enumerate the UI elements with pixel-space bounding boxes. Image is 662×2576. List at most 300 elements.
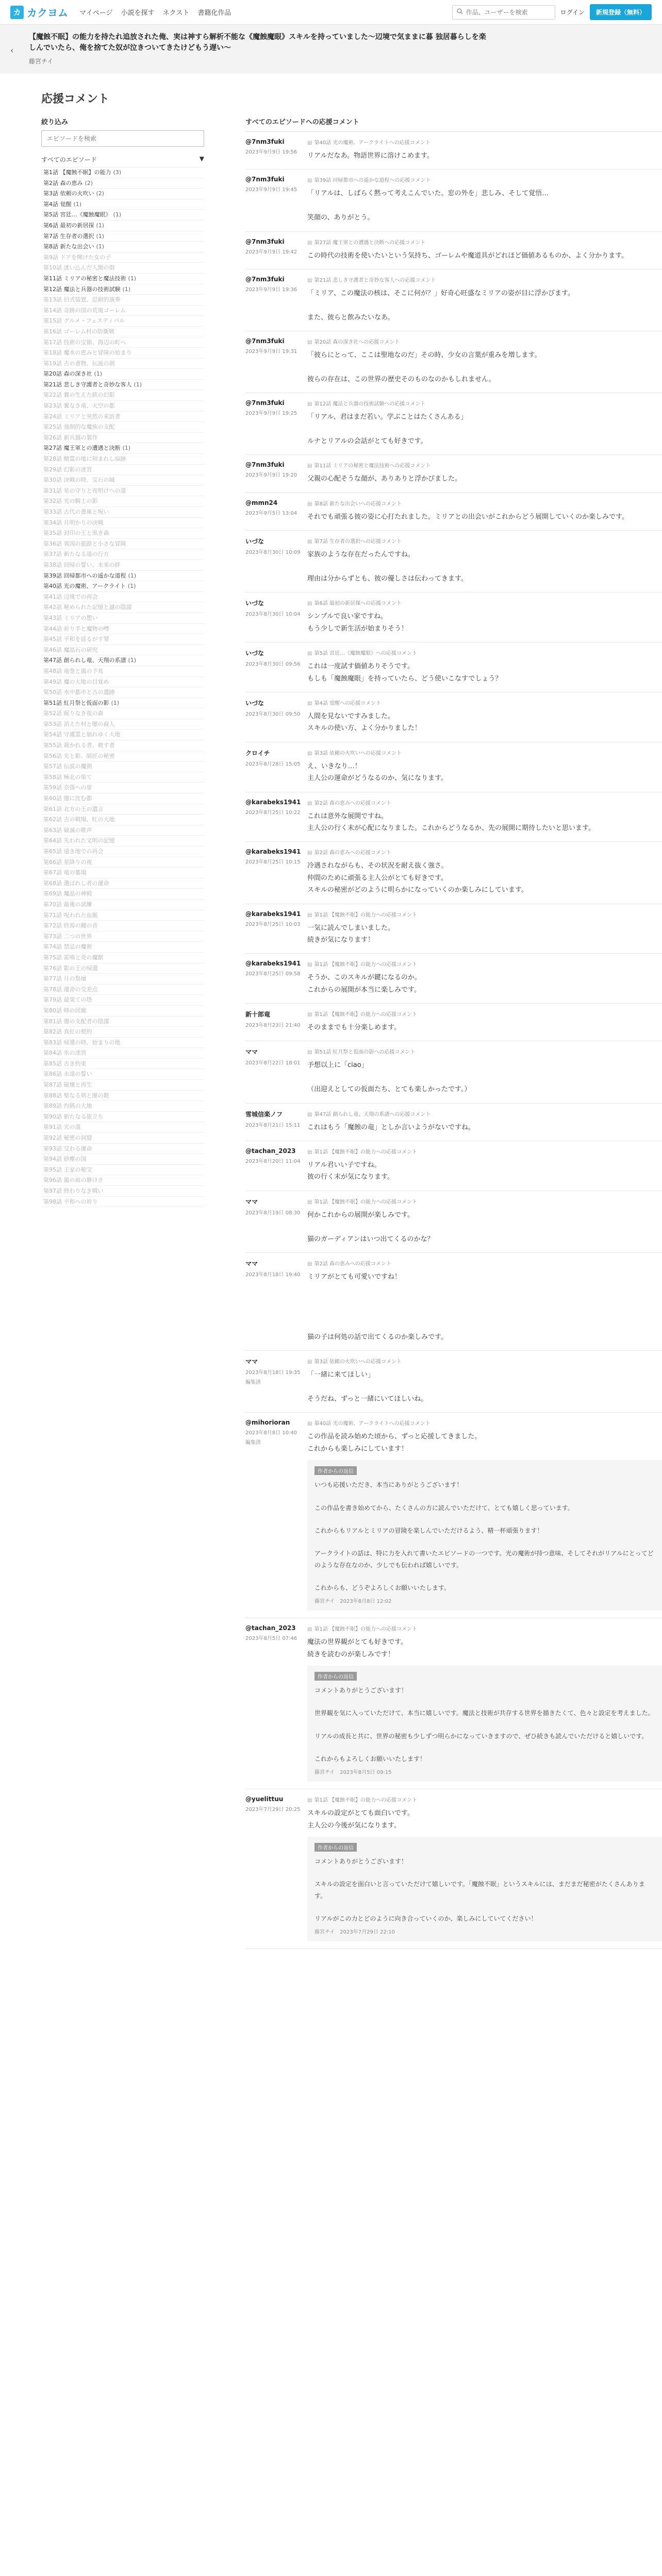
episode-filter-item[interactable] [41,1048,204,1059]
comment-user[interactable]: @karabeks1941 [245,798,301,806]
episode-filter-item[interactable] [41,231,204,242]
back-arrow-icon[interactable]: ‹ [10,45,14,55]
comment-meta [245,599,307,635]
book-icon: ▤ [307,1049,312,1056]
comment-user[interactable]: @7nm3fuki [245,176,285,183]
episode-filter-label: 第82話 真紅の契約 [43,1028,92,1036]
comment-meta [245,399,307,447]
edited-badge: 編集済 [245,1380,261,1386]
episode-filter-item[interactable] [41,348,204,359]
comment-user[interactable]: @7nm3fuki [245,275,285,283]
episode-filter-item[interactable] [41,252,204,263]
comment-user[interactable]: いづな [245,538,264,546]
comment-episode-link[interactable] [307,1110,662,1117]
episode-filter-label: 第38話 回帰の誓い、未来の絆 [43,561,121,568]
comment-text: リアルだなあ。物語世界に溶けこめます。 [307,152,434,160]
episode-filter-item[interactable] [41,1144,204,1155]
episode-filter-item[interactable] [41,719,204,730]
episode-filter-item[interactable] [41,1112,204,1123]
episode-filter-item[interactable] [41,677,204,688]
comment-episode-link[interactable] [307,276,662,283]
comment-episode-link[interactable] [307,848,662,856]
comment-meta [245,749,307,785]
comment-date: 2023年9月5日 13:04 [245,510,297,516]
comment-body [307,1259,662,1343]
nav-find-novels[interactable]: 小説を探す [121,9,155,17]
episode-filter-item[interactable] [41,496,204,507]
author-reply-tag: 作者からの返信 [315,1466,357,1475]
edited-badge: 編集済 [245,1440,261,1446]
episode-filter-item[interactable] [41,433,204,444]
episode-filter-item[interactable] [41,581,204,592]
episode-filter-label: 第12話 魔法と兵器の技術試験 [43,285,121,293]
episode-filter-item[interactable] [41,199,204,210]
comment-meta [245,176,307,224]
episode-filter-item[interactable] [41,655,204,666]
comment-episode-title: 第1話 【魔蝕不眠】の能力への応援コメント [314,1798,417,1804]
comment-date: 2023年9月9日 19:45 [245,187,297,193]
episode-filter-label: 第28話 精霊の地に刻まれし痕跡 [43,455,126,463]
comment-user[interactable]: @7nm3fuki [245,461,285,469]
episode-filter-item[interactable] [41,1186,204,1197]
comment-episode-link[interactable] [307,461,662,469]
comment-meta [245,649,307,685]
episode-filter-label: 第22話 翼の生えた鉄の幻影 [43,392,115,399]
episode-comment-count: (2) [96,190,105,197]
chevron-down-icon: ▼ [199,155,204,162]
episode-filter-item[interactable] [41,783,204,793]
episode-filter-item[interactable] [41,889,204,900]
comment-episode-link[interactable] [307,1795,662,1803]
comment-user[interactable]: @mihorioran [245,1419,290,1427]
comment-user[interactable]: いづな [245,699,264,707]
comment-item [245,1041,662,1103]
comment-item [245,1253,662,1351]
comment-episode-link[interactable] [307,599,662,606]
work-author[interactable]: 藤宮チイ [29,58,54,65]
comment-episode-title: 第5話 宮廷…《魔蝕魔眼》への応援コメント [314,651,417,657]
episode-filter-item[interactable] [41,380,204,391]
episode-filter-item[interactable] [41,825,204,836]
filter-all-label: すべてのエピソード [41,156,97,163]
login-link[interactable]: ログイン [560,9,585,16]
episode-filter-item[interactable] [41,539,204,550]
episode-filter-label: 第39話 回帰都市への遥かな道程 [43,572,126,579]
episode-filter-item[interactable] [41,931,204,942]
episode-filter-item[interactable] [41,390,204,401]
episode-search[interactable] [41,130,204,147]
signup-button[interactable]: 新規登録（無料） [590,4,652,20]
comment-episode-link[interactable] [307,176,662,183]
episode-filter-item[interactable] [41,910,204,921]
comment-user[interactable]: クロイチ [245,749,270,757]
author-reply [307,1460,662,1611]
episode-filter-label: 第40話 光の魔術、アークライト [43,583,126,590]
page-title: 応援コメント [41,93,110,106]
book-icon: ▤ [307,912,312,918]
comment-meta [245,1357,307,1405]
episode-filter-item[interactable] [41,878,204,889]
comment-episode-title: 第1話 【魔蝕不眠】の能力への応援コメント [314,1199,417,1205]
comment-text: そのままでも十分楽しめます。 [307,1024,401,1032]
comment-date: 2023年8月20日 11:04 [245,1159,301,1165]
comment-item [245,954,662,1004]
comment-text: 魔法の世界観がとても好きです。 続きを読むのが楽しみです！ [307,1638,407,1658]
episode-comment-count: (1) [111,699,120,706]
comment-text: リアル君いい子ですね。 彼の行く末が気になります。 [307,1161,394,1181]
episode-filter-item[interactable] [41,1101,204,1112]
comment-episode-title: 第40話 光の魔術、アークライトへの応援コメント [314,1421,431,1427]
comment-episode-title: 第39話 回帰都市への遥かな道程への応援コメント [314,178,431,184]
comment-date: 2023年9月9日 19:31 [245,349,297,355]
nav-mypage[interactable]: マイページ [79,9,113,17]
episode-filter-item[interactable] [41,465,204,476]
episode-filter-label: 第94話 砂塵の国 [43,1156,87,1163]
comment-user[interactable]: @7nm3fuki [245,238,285,245]
episode-filter-item[interactable] [41,1154,204,1165]
episode-filter-item[interactable] [41,263,204,274]
episode-filter-label: 第7話 生存者の選択 [43,232,94,240]
comment-date: 2023年8月30日 09:56 [245,662,301,668]
site-logo[interactable] [10,5,68,20]
comment-text: 家族のような存在だったんですね。 理由は分からずとも、彼の優しさは伝わってきます。 [307,551,468,583]
episode-filter-item[interactable] [41,900,204,910]
comment-item [245,1351,662,1413]
episode-filter-item[interactable] [41,295,204,306]
episode-filter-item[interactable] [41,189,204,199]
episode-filter-item[interactable] [41,804,204,815]
episode-filter-label: 第54話 守護霊と崩れゆく大地 [43,731,121,738]
comment-user[interactable]: @tachan_2023 [245,1147,296,1155]
episode-filter-item[interactable] [41,454,204,465]
episode-filter-item[interactable] [41,995,204,1006]
comment-body [307,1110,662,1133]
comment-episode-link[interactable] [307,1197,662,1205]
comments-section [245,116,662,1949]
author-reply-tag: 作者からの返信 [315,1672,357,1681]
episode-comment-count: (2) [85,179,93,187]
comment-text: これは意外な展開ですね。 主人公の行く末が心配になりました。これからどうなるか、先の展開に期待したいと思います。 [307,812,595,832]
episode-filter-item[interactable] [41,507,204,518]
episode-filter-label: 第91話 光の道 [43,1124,81,1131]
episode-filter-item[interactable] [41,921,204,931]
comment-episode-link[interactable] [307,1624,662,1632]
episode-filter-item[interactable] [41,1165,204,1176]
episode-filter-item[interactable] [41,1069,204,1080]
comment-episode-link[interactable] [307,1259,662,1267]
episode-filter-item[interactable] [41,1006,204,1016]
comment-episode-link[interactable] [307,399,662,407]
comment-user[interactable]: @karabeks1941 [245,910,301,918]
book-icon: ▤ [307,340,312,346]
episode-filter-item[interactable] [41,761,204,772]
comment-body [307,960,662,996]
episode-filter-item[interactable] [41,1059,204,1070]
book-icon: ▤ [307,601,312,607]
comment-episode-link[interactable] [307,699,662,706]
comment-user[interactable]: ママ [245,1358,258,1366]
episode-filter-item[interactable] [41,528,204,539]
episode-filter-label: 第92話 秘密の洞窟 [43,1134,92,1142]
episode-filter-item[interactable] [41,624,204,635]
episode-filter-item[interactable] [41,284,204,295]
episode-filter-item[interactable] [41,740,204,751]
comment-episode-link[interactable] [307,1419,662,1427]
episode-search-input[interactable] [47,135,198,142]
comment-text: そうか、このスキルが鍵になるのか。 これからの展開が本当に楽しみです。 [307,974,421,994]
comment-body [307,848,662,896]
comment-episode-link[interactable] [307,799,662,806]
comment-episode-title: 第20話 森の深き社への応援コメント [314,340,400,346]
comment-item [245,692,662,742]
comment-body [307,1419,662,1611]
book-icon: ▤ [307,501,312,507]
episode-filter-item[interactable] [41,1016,204,1027]
comment-meta [245,276,307,324]
comment-episode-link[interactable] [307,1147,662,1155]
episode-filter-item[interactable] [41,1091,204,1101]
comment-episode-link[interactable] [307,749,662,756]
comment-item [245,1104,662,1141]
episode-filter-item[interactable] [41,868,204,878]
episode-filter-label: 第98話 平和への祈り [43,1198,98,1205]
comment-meta [245,337,307,385]
comment-user[interactable]: @7nm3fuki [245,138,285,145]
episode-filter-label: 第86話 永遠の誓い [43,1071,92,1078]
episode-filter-item[interactable] [41,242,204,252]
episode-filter-item[interactable] [41,953,204,963]
episode-filter-item[interactable] [41,549,204,560]
episode-filter-label: 第74話 禁忌の魔術 [43,943,92,951]
episode-filter-item[interactable] [41,645,204,656]
episode-filter-item[interactable] [41,836,204,846]
comment-user[interactable]: 雪城信楽ノフ [245,1110,283,1118]
comment-user[interactable]: @karabeks1941 [245,960,301,968]
book-icon: ▤ [307,800,312,806]
episode-filter-item[interactable] [41,306,204,316]
episode-comment-count: (1) [127,583,136,590]
comment-episode-link[interactable] [307,138,662,146]
episode-filter-item[interactable] [41,274,204,284]
episode-filter-label: 第19話 古の書物、伝説の剣 [43,360,115,367]
episode-filter-item[interactable] [41,210,204,221]
episode-filter-item[interactable] [41,602,204,613]
episode-filter-label: 第15話 グルメ・フェスティバル [43,317,125,325]
comment-user[interactable]: @mmn24 [245,499,278,506]
episode-filter-label: 第85話 古き約束 [43,1060,87,1067]
comment-episode-link[interactable] [307,910,662,918]
episode-filter-label: 第42話 秘められた記憶と謎の陰謀 [43,604,132,611]
episode-filter-item[interactable] [41,1038,204,1048]
comment-user[interactable]: 新十郎竜 [245,1011,271,1019]
episode-filter-item[interactable] [41,687,204,698]
episode-filter-item[interactable] [41,772,204,783]
episode-filter-item[interactable] [41,412,204,422]
comment-text: 「彼らにとって、ここは聖地なのだ」その時、少女の言葉が重みを増します。 彼らの存在は、この世界の歴史そのものなのかもしれません。 [307,351,541,383]
episode-filter-item[interactable] [41,708,204,719]
comment-meta [245,238,307,262]
episode-filter-item[interactable] [41,1122,204,1133]
episode-filter-item[interactable] [41,1080,204,1091]
filter-all-episodes[interactable] [41,152,204,167]
comment-text: 「一緒に来てほしい」 そうだね、ずっと一緒にいてほしいね。 [307,1371,428,1403]
episode-filter-item[interactable] [41,359,204,369]
episode-filter-item[interactable] [41,857,204,868]
episode-filter-label: 第80話 時の回廊 [43,1007,87,1014]
nav-published[interactable]: 書籍化作品 [197,9,231,17]
comment-user[interactable]: @karabeks1941 [245,848,301,856]
episode-filter-item[interactable] [41,751,204,762]
episode-filter-label: 第34話 月明かりの決戦 [43,519,104,526]
comment-user[interactable]: ママ [245,1048,258,1056]
episode-filter-label: 第32話 光の騎士の影 [43,498,98,505]
comment-user[interactable]: @tachan_2023 [245,1624,296,1632]
episode-filter-item[interactable] [41,974,204,985]
comment-meta [245,1047,307,1095]
comment-text: シンプルで良い家ですね。 もう少しで新生活が始まりそう！ [307,613,408,633]
comment-episode-link[interactable] [307,537,662,545]
comment-episode-link[interactable] [307,649,662,656]
comment-user[interactable]: @7nm3fuki [245,337,285,345]
comment-episode-title: 第51話 紅月祭と仮面の影への応援コメント [314,1049,416,1056]
comment-user[interactable]: ママ [245,1260,258,1267]
episode-filter-item[interactable] [41,560,204,571]
comment-item [245,1618,662,1789]
comment-date: 2023年8月18日 19:40 [245,1272,301,1278]
episode-filter-item[interactable] [41,337,204,348]
episode-filter-item[interactable] [41,443,204,454]
comment-body [307,176,662,224]
author-reply-meta: 藤宮チイ 2023年8月5日 09:15 [315,1770,392,1776]
episode-filter-item[interactable] [41,666,204,677]
comment-episode-link[interactable] [307,238,662,246]
episode-filter-item[interactable] [41,985,204,995]
comment-date: 2023年8月22日 18:01 [245,1060,301,1066]
comment-user[interactable]: ママ [245,1198,258,1206]
header-search-input[interactable] [466,9,551,16]
comment-episode-link[interactable] [307,1047,662,1055]
episode-filter-item[interactable] [41,730,204,740]
episode-filter-item[interactable] [41,942,204,953]
episode-filter-item[interactable] [41,592,204,603]
episode-filter-label: 第59話 奈落への扉 [43,784,92,791]
episode-filter-item[interactable] [41,698,204,709]
comment-body [307,399,662,447]
nav-next[interactable]: ネクスト [162,9,190,17]
episode-filter-label: 第51話 紅月祭と仮面の影 [43,699,109,706]
author-reply-text: コメントありがとうございます！ スキルの設定を面白いと言っていただけて嬉しいです。「魔蝕不眠」というスキルには、まだまだ秘密がたくさんあります。 リアルがこの力とどのように向き合っていくのか、楽しみにしていてください！ [315,1858,645,1922]
episode-filter-label: 第60話 闇に沈む都 [43,795,92,802]
episode-filter-label: 第88話 聖なる剣と闇の鎧 [43,1092,109,1099]
book-icon: ▤ [307,240,312,246]
comment-item [245,493,662,531]
episode-comment-count: (1) [134,381,142,388]
comment-text: 「ミリア、この魔法の核は、そこに何が？」好奇心旺盛なミリアの姿が目に浮かびます。 また、彼らと飲みたいなあ。 [307,289,574,321]
comment-meta [245,1010,307,1033]
author-reply [307,1666,662,1782]
comment-user[interactable]: @7nm3fuki [245,399,285,407]
episode-comment-count: (1) [122,445,131,452]
comment-date: 2023年9月9日 19:20 [245,472,297,479]
episode-filter-item[interactable] [41,167,204,178]
episode-filter-item[interactable] [41,634,204,645]
episode-filter-item[interactable] [41,316,204,327]
comment-episode-link[interactable] [307,1357,662,1365]
comment-episode-title: 第1話 【魔蝕不眠】の能力への応援コメント [314,912,417,918]
episode-filter-label: 第45話 平和を揺るがす罪 [43,636,109,643]
episode-filter-label: 第35話 封印の王と黒き森 [43,530,109,537]
comment-text: それでも頑張る彼の姿に心打たれました。ミリアとの出会いがこれからどう展開していくのか楽しみです。 [307,513,628,521]
episode-filter-item[interactable] [41,613,204,624]
comment-text: これは一度試す価値ありそうです。 もしも「魔蝕魔眼」を持っていたら、どう使いこなすでしょう？ [307,663,502,683]
search-icon [457,8,463,16]
episode-filter-label: 第23話 翼なき竜、天空の都 [43,402,115,410]
episode-filter-label: 第67話 竜の墓場 [43,869,87,876]
comment-item [245,531,662,592]
episode-filter-item[interactable] [41,1175,204,1186]
comment-meta [245,1259,307,1343]
comment-meta [245,461,307,485]
episode-filter-item[interactable] [41,571,204,582]
episode-filter-item[interactable] [41,1197,204,1208]
comment-text: 予想以上に「ciao」 （出迎えとしての仮面たち、とても楽しかったです。） [307,1061,471,1094]
episode-filter-label: 第29話 幻影の迷宮 [43,466,92,473]
comment-episode-link[interactable] [307,337,662,345]
episode-filter-label: 第41話 辺境での再会 [43,593,98,600]
episode-filter-item[interactable] [41,369,204,380]
episode-filter-item[interactable] [41,221,204,231]
episode-filter-item[interactable] [41,1027,204,1038]
logo-text: カクヨム [27,7,68,19]
episode-filter-item[interactable] [41,518,204,529]
episode-filter-label: 第76話 影の王の帰還 [43,964,98,972]
episode-filter-label: 第20話 森の深き社 [43,370,92,378]
episode-filter-item[interactable] [41,846,204,857]
comment-episode-link[interactable] [307,960,662,968]
book-icon: ▤ [307,1149,312,1156]
comment-date: 2023年8月25日 10:03 [245,921,301,927]
episode-filter-item[interactable] [41,475,204,486]
book-icon: ▤ [307,1261,312,1267]
episode-filter-item[interactable] [41,401,204,412]
comment-episode-title: 第47話 創られし竜、天翔の系譜への応援コメント [314,1111,431,1117]
comment-item [245,331,662,393]
episode-filter-item[interactable] [41,178,204,189]
episode-filter-item[interactable] [41,963,204,974]
comment-user[interactable]: いづな [245,600,264,607]
episode-filter-item[interactable] [41,327,204,337]
episode-filter-item[interactable] [41,422,204,433]
comment-episode-link[interactable] [307,499,662,507]
comment-episode-link[interactable] [307,1010,662,1018]
work-title[interactable]: 【魔蝕不眠】の能力を持たれ追放された俺、実は神すら解析不能な《魔蝕魔眼》スキルを持っていました〜辺境で気ままに暮 独居暮らしを楽しんでいたら、俺を捨てた奴が泣きついてきたけどもう遅い〜 [29,33,486,52]
header-search[interactable] [452,5,555,20]
episode-filter-item[interactable] [41,793,204,804]
episode-filter-label: 第43話 ミリアの想い [43,614,98,621]
comments-heading: すべてのエピソードへの応援コメント [245,116,662,132]
comment-date: 2023年8月25日 10:15 [245,859,301,866]
book-icon: ▤ [307,1626,312,1633]
comment-user[interactable]: いづな [245,650,264,657]
comment-episode-title: 第3話 依頼の火吹いへの応援コメント [314,1359,402,1365]
comment-text: この時代の技術を使いたいという気持ち、ゴーレムや魔道具がどれほど価値あるものか、よく分かります。 [307,251,628,260]
episode-filter-label: 第37話 新たなる道の行方 [43,551,109,558]
comment-user[interactable]: @yuelittuu [245,1795,284,1803]
episode-filter-item[interactable] [41,815,204,825]
episode-filter-item[interactable] [41,486,204,497]
episode-filter-item[interactable] [41,1133,204,1144]
episode-filter-label: 第26話 新兵器の製作 [43,434,98,441]
